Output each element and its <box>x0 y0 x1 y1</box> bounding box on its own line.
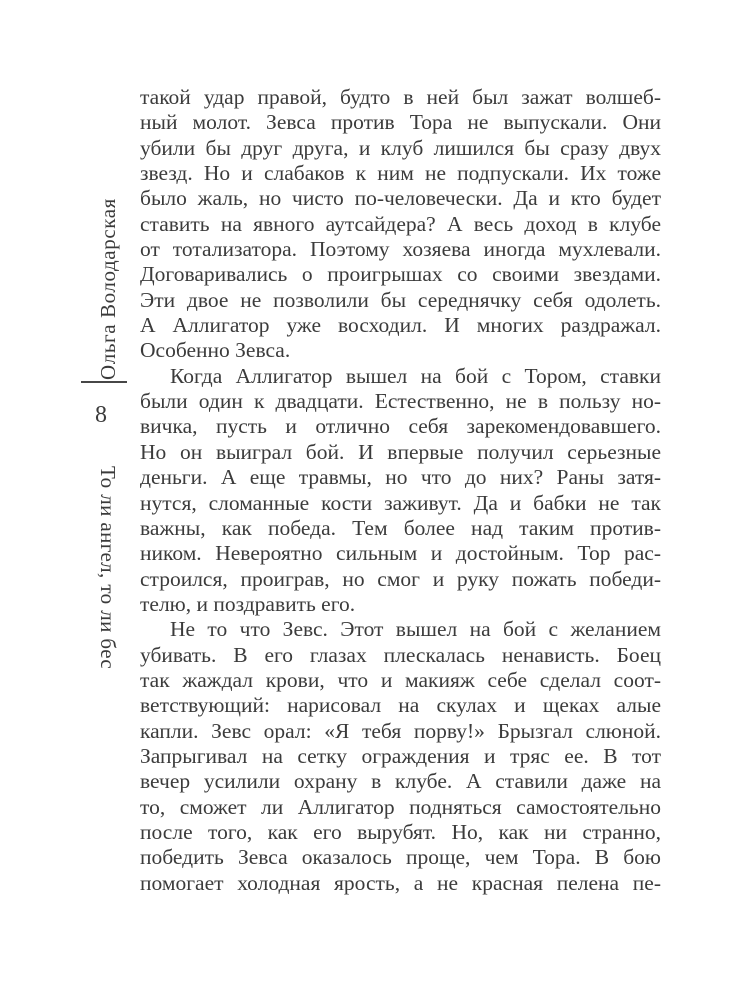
text-line: были один к двадцати. Естественно, не в пользу но- <box>140 389 661 414</box>
text-line: А Аллигатор уже восходил. И многих раздражал. <box>140 313 661 338</box>
text-line: после того, как его вырубят. Но, как ни странно, <box>140 819 661 844</box>
text-line: так жаждал крови, что и макияж себе сделал соот- <box>140 667 661 692</box>
text-line: помогает холодная ярость, а не красная пелена пе- <box>140 870 661 895</box>
text-line: деньги. А еще травмы, но что до них? Раны затя- <box>140 465 661 490</box>
text-line: ником. Невероятно сильным и достойным. Тор рас- <box>140 541 661 566</box>
text-line: победить Зевса оказалось проще, чем Тора. В бою <box>140 845 661 870</box>
text-line: от тотализатора. Поэтому хозяева иногда мухлевали. <box>140 237 661 262</box>
text-line: ставить на явного аутсайдера? А весь доход в клубе <box>140 211 661 236</box>
text-line: Договаривались о проигрышах со своими звездами. <box>140 262 661 287</box>
sidebar-divider <box>81 381 127 383</box>
text-line: Эти двое не позволили бы середнячку себя одолеть. <box>140 287 661 312</box>
text-line: ный молот. Зевса против Тора не выпускали. Они <box>140 110 661 135</box>
text-line: Когда Аллигатор вышел на бой с Тором, ставки <box>170 363 661 388</box>
text-line: убивать. В его глазах плескалась ненависть. Боец <box>140 642 661 667</box>
text-line: вечер усилили охрану в клубе. А ставили даже на <box>140 769 661 794</box>
text-line: нутся, сломанные кости заживут. Да и бабки не так <box>140 490 661 515</box>
text-block <box>140 85 661 896</box>
text-line: Запрыгивал на сетку ограждения и тряс ее. В тот <box>140 743 661 768</box>
text-line: такой удар правой, будто в ней был зажат волшеб- <box>140 85 661 109</box>
text-line: телю, и поздравить его. <box>140 591 356 616</box>
text-line: Особенно Зевса. <box>140 338 291 363</box>
text-line: ветствующий: нарисовал на скулах и щеках алые <box>140 693 661 718</box>
text-line: капли. Зевс орал: «Я тебя порву!» Брызгал слюной. <box>140 718 661 743</box>
text-line: Не то что Зевс. Этот вышел на бой с желанием <box>170 617 661 642</box>
text-line: Но он выиграл бой. И впервые получил серьезные <box>140 439 661 464</box>
text-line: звезд. Но и слабаков к ним не подпускали. Их тоже <box>140 161 661 186</box>
text-line: то, сможет ли Аллигатор подняться самостоятельно <box>140 794 661 819</box>
sidebar-author-name: Ольга Володарская <box>96 198 120 380</box>
text-line: строился, проиграв, но смог и руку пожать победи- <box>140 566 661 591</box>
text-line: было жаль, но чисто по-человечески. Да и кто будет <box>140 186 661 211</box>
text-line: убили бы друг друга, и клуб лишился бы сразу двух <box>140 135 661 160</box>
sidebar-book-title: То ли ангел, то ли бес <box>96 466 120 670</box>
page-number: 8 <box>95 402 107 428</box>
text-line: важны, как победа. Тем более над таким против- <box>140 515 661 540</box>
text-line: вичка, пусть и отлично себя зарекомендовавшего. <box>140 414 661 439</box>
